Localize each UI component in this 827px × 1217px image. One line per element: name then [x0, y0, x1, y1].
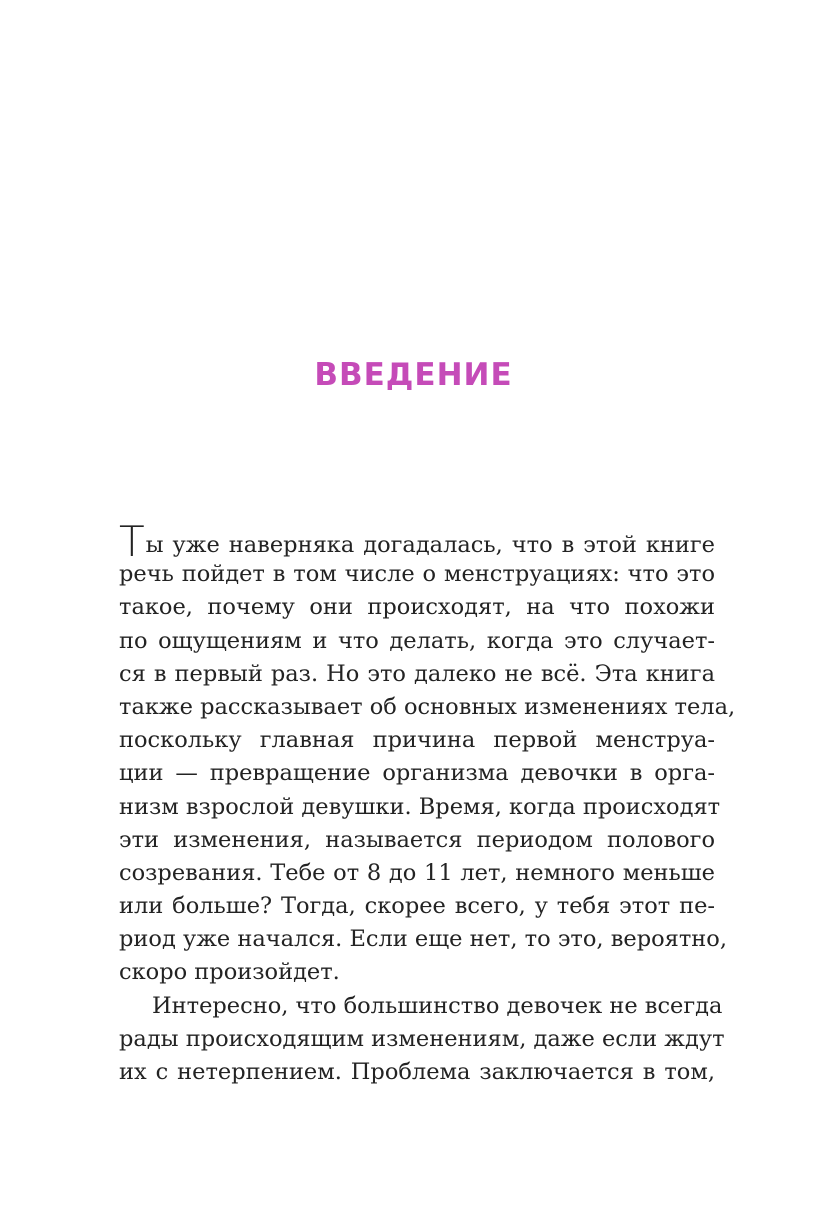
- paragraph-line: такое, почему они происходят, на что похожи: [119, 594, 715, 621]
- paragraph-2: [119, 990, 725, 1090]
- paragraph-line: рады происходящим изменениям, даже если ждут: [119, 1025, 725, 1052]
- paragraph-line: Интересно, что большинство девочек не всегда: [152, 992, 723, 1019]
- body-text: [119, 517, 736, 1089]
- paragraph-line-text: ы уже наверняка догадалась, что в этой книге: [145, 532, 715, 558]
- paragraph-line: речь пойдет в том числе о менструациях: что это: [119, 561, 715, 588]
- drop-cap: Т: [119, 517, 145, 566]
- paragraph-line: поскольку главная причина первой менструа-: [119, 727, 715, 754]
- paragraph-line: риод уже начался. Если еще нет, то это, вероятно,: [119, 926, 727, 953]
- paragraph-line: по ощущениям и что делать, когда это случает-: [119, 627, 715, 654]
- paragraph-line: низм взрослой девушки. Время, когда происходят: [119, 793, 721, 820]
- paragraph-line: [119, 517, 715, 566]
- chapter-title: ВВЕДЕНИЕ: [314, 357, 513, 393]
- paragraph-1: [119, 517, 736, 990]
- paragraph-line: или больше? Тогда, скорее всего, у тебя этот пе-: [119, 893, 715, 920]
- paragraph-line: ся в первый раз. Но это далеко не всё. Эта книга: [119, 660, 715, 687]
- paragraph-line: также рассказывает об основных изменениях тела,: [119, 693, 736, 720]
- paragraph-line: их с нетерпением. Проблема заключается в том,: [119, 1059, 715, 1085]
- paragraph-line: эти изменения, называется периодом полового: [119, 826, 715, 853]
- paragraph-line: созревания. Тебе от 8 до 11 лет, немного меньше: [119, 859, 715, 886]
- paragraph-line: ции — превращение организма девочки в орга-: [119, 760, 715, 787]
- paragraph-line: скоро произойдет.: [119, 959, 340, 986]
